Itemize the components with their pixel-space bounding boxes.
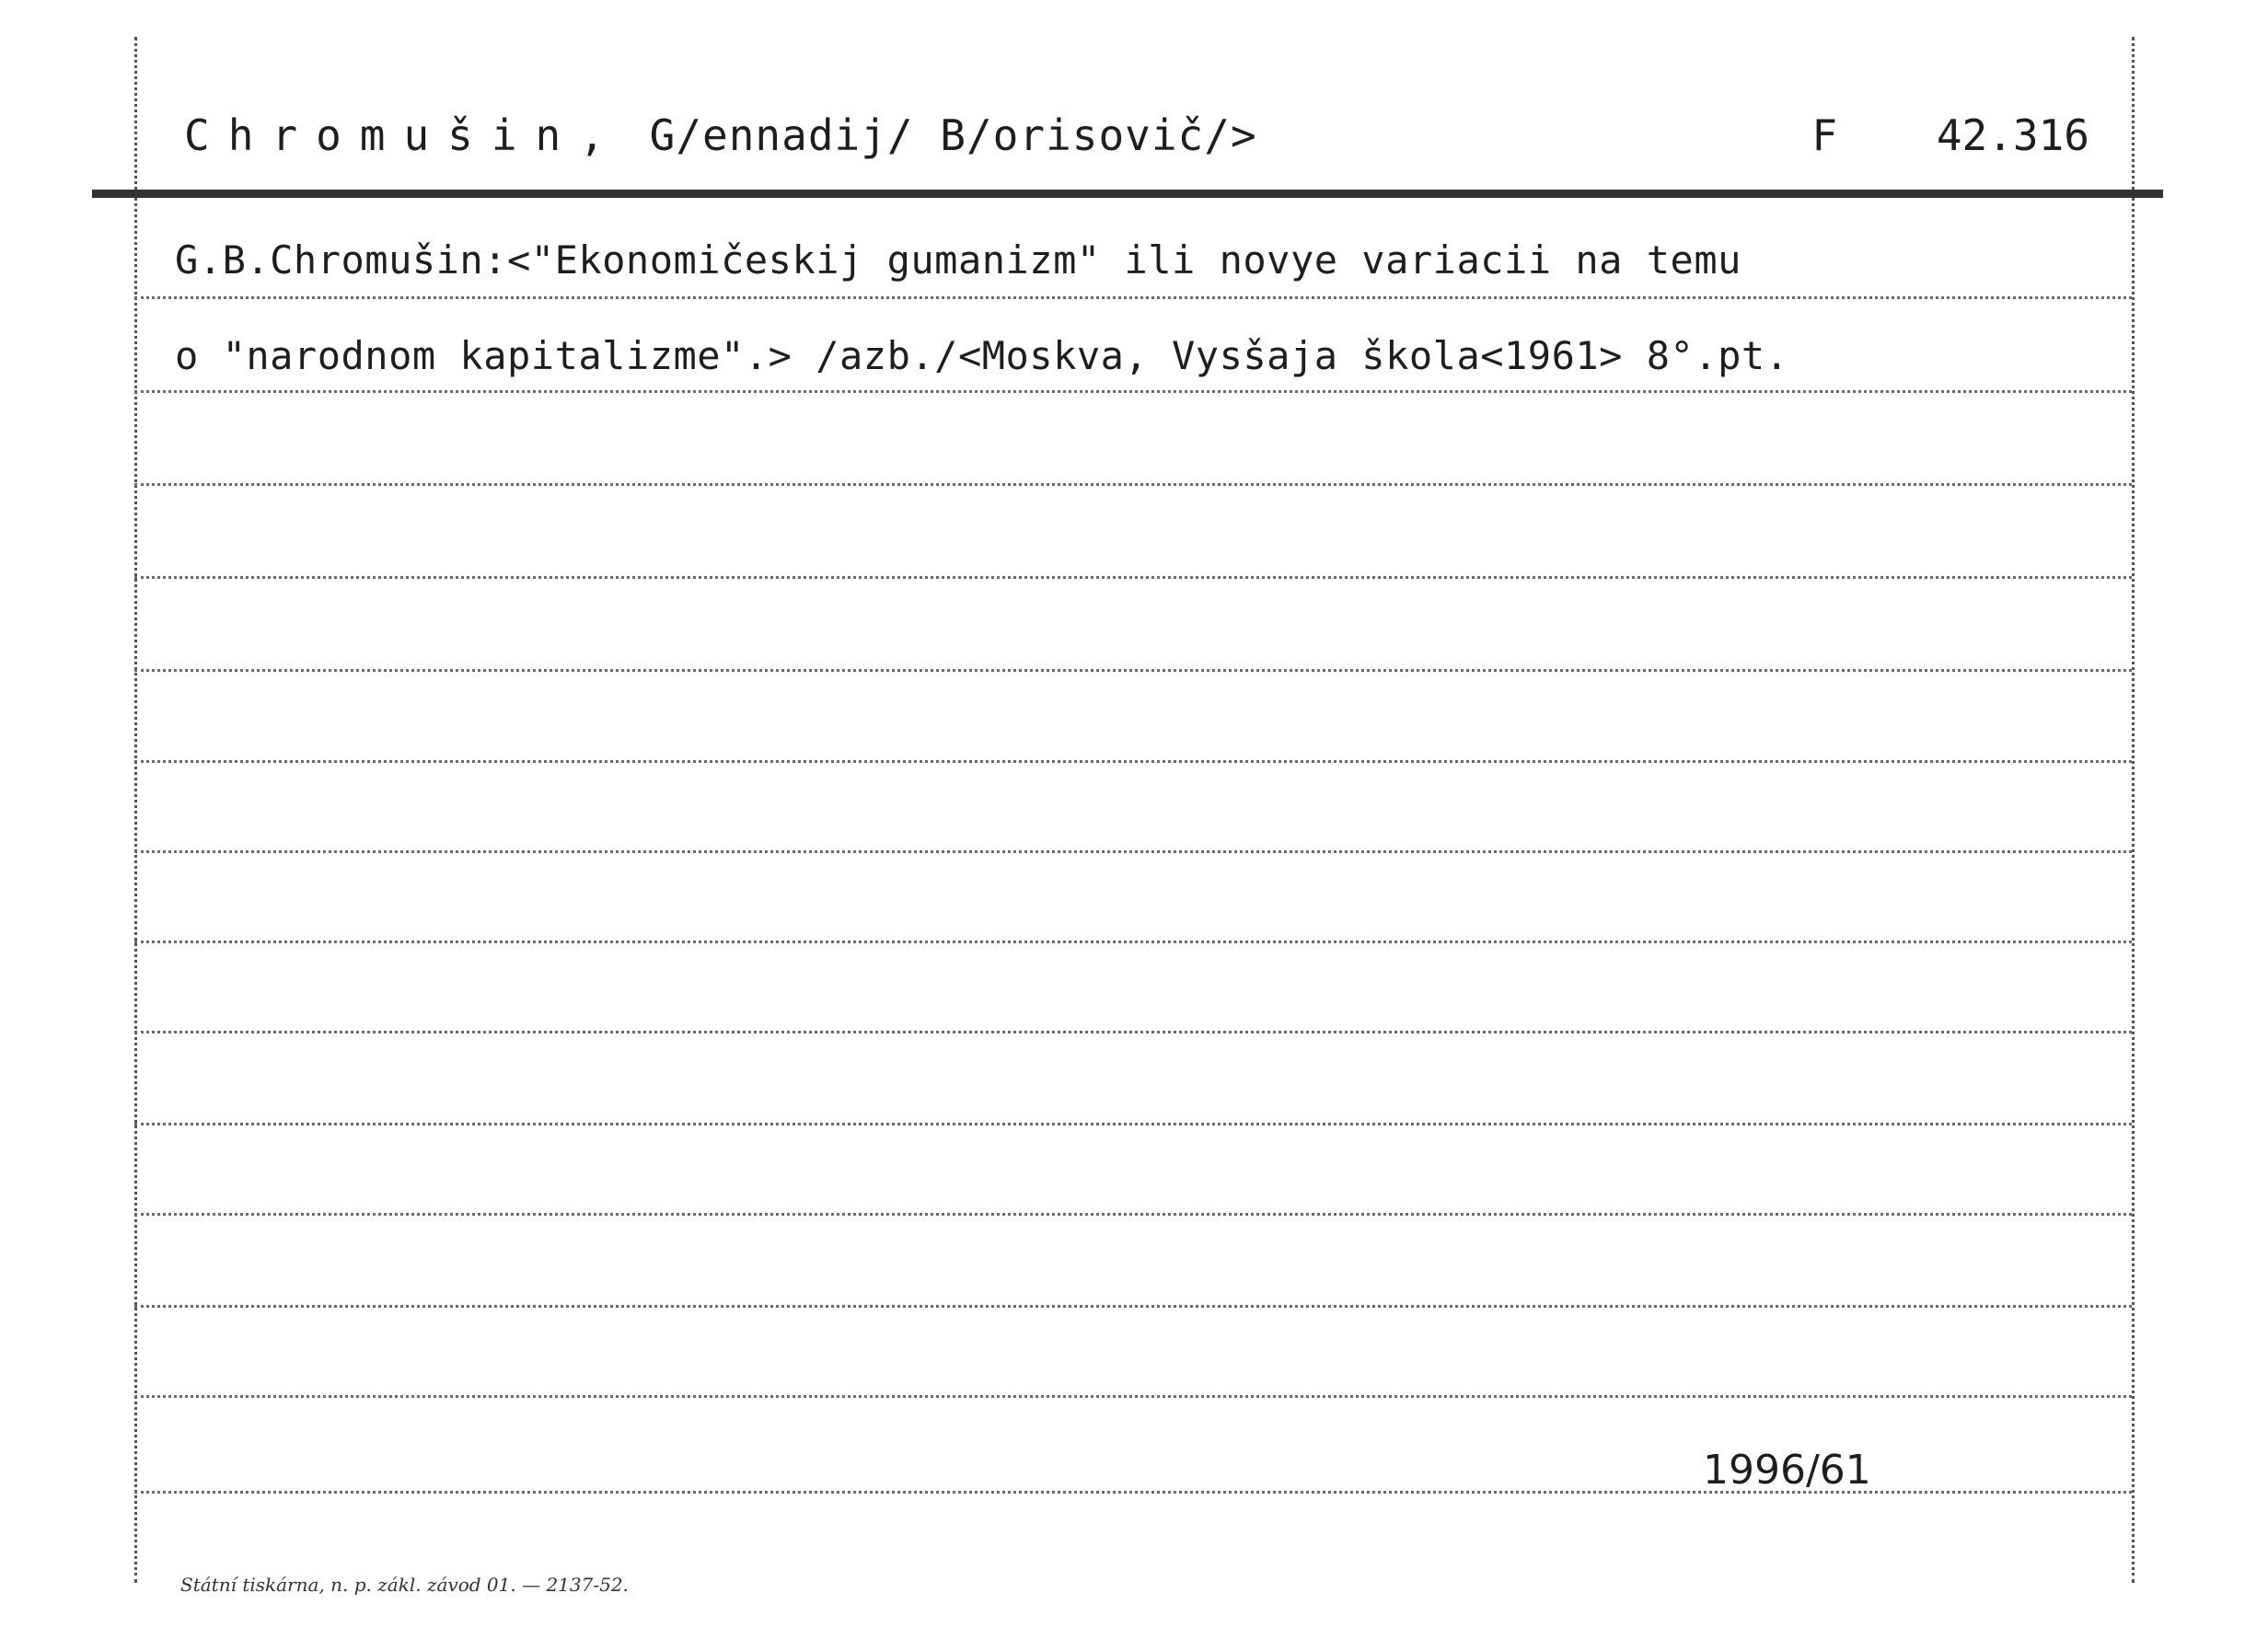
ruled-line <box>134 1305 2132 1308</box>
entry-line-1: G.B.Chromušin:<"Ekonomičeskij gumanizm" ili novye variacii na temu <box>175 237 1742 283</box>
heading-rule <box>92 190 2163 198</box>
ruled-line <box>134 576 2132 579</box>
accession-number: 1996/61 <box>1703 1447 1871 1494</box>
ruled-line <box>134 850 2132 853</box>
shelf-signature <box>1811 110 2089 160</box>
ruled-line <box>134 760 2132 763</box>
ruled-line <box>134 390 2132 393</box>
card-left-border <box>134 37 137 1583</box>
ruled-line <box>134 1395 2132 1398</box>
ruled-line <box>134 941 2132 943</box>
ruled-line <box>134 1031 2132 1033</box>
ruled-line <box>134 1123 2132 1125</box>
card-heading <box>184 110 2117 184</box>
signature-prefix: F <box>1811 110 1838 160</box>
printer-imprint: Státní tiskárna, n. p. zákl. závod 01. — 2137-52. <box>180 1574 629 1596</box>
ruled-line <box>134 483 2132 486</box>
author-mark: > <box>1230 110 1257 160</box>
author-given-names: G/ennadij/ B/orisovič/ <box>649 110 1231 160</box>
ruled-line <box>134 296 2132 299</box>
card-right-border <box>2132 37 2135 1583</box>
ruled-line <box>134 1213 2132 1216</box>
author-surname: Chromušin, <box>184 110 623 160</box>
ruled-line <box>134 669 2132 672</box>
entry-line-2: o "narodnom kapitalizme".> /azb./<Moskva, Vysšaja škola<1961> 8°.pt. <box>175 333 1789 378</box>
author-heading <box>184 110 1257 160</box>
signature-number: 42.316 <box>1936 110 2089 160</box>
